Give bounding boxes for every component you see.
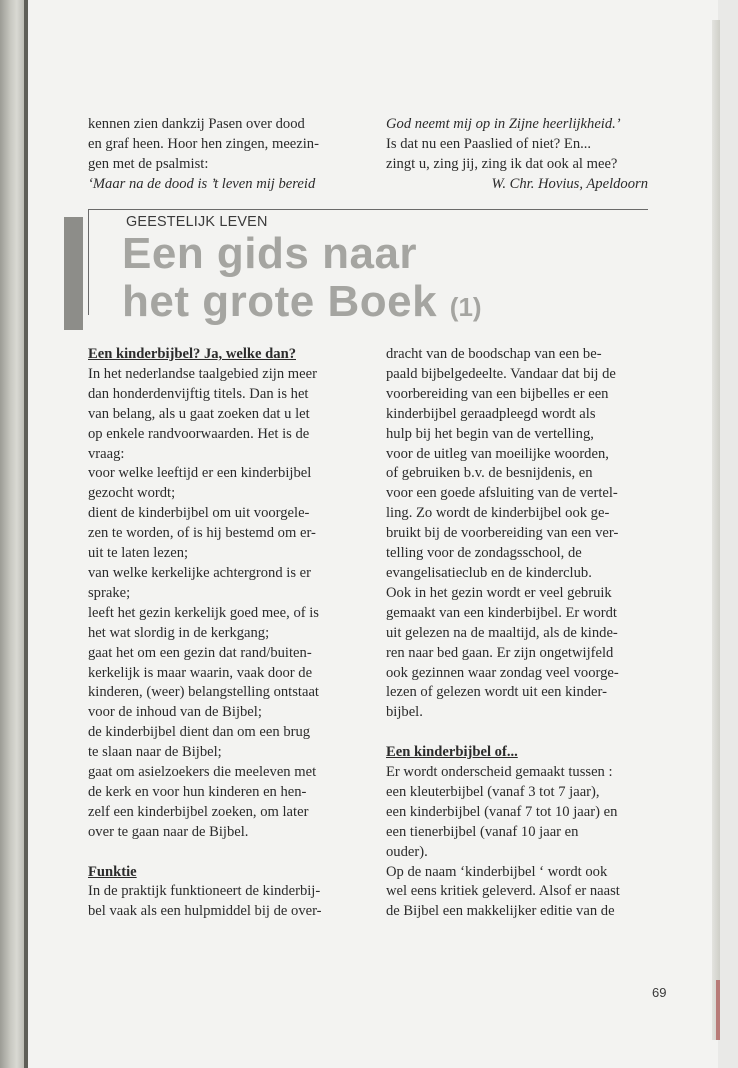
text-line: te slaan naar de Bijbel; (88, 744, 222, 761)
blank-line (88, 843, 322, 863)
text-line: paald bijbelgedeelte. Vandaar dat bij de (386, 365, 616, 382)
text-line: voorbereiding van een bijbelles er een (386, 385, 609, 402)
article-title (122, 230, 482, 331)
subheading: Een kinderbijbel? Ja, welke dan? (88, 346, 296, 362)
text-line: uit te laten lezen; (88, 545, 189, 562)
book-binding (0, 0, 24, 1068)
text-line: uit gelezen na de maaltijd, als de kinde- (386, 624, 618, 641)
text-line: kinderen, (weer) belangstelling ontstaat (88, 684, 319, 701)
section-label: GEESTELIJK LEVEN (126, 214, 268, 230)
text-line: voor welke leeftijd er een kinderbijbel (88, 465, 312, 482)
text-line: hulp bij het begin van de vertelling, (386, 425, 594, 442)
page-edge (712, 20, 720, 1040)
quote-line: God neemt mij op in Zijne heerlijkheid.’ (386, 116, 621, 132)
text-line: van welke kerkelijke achtergrond is er (88, 564, 312, 581)
text-line: of gebruiken b.v. de besnijdenis, en (386, 465, 593, 482)
text-line: kinderbijbel geraadpleegd wordt als (386, 405, 596, 422)
text-line: gemaakt van een kinderbijbel. Er wordt (386, 604, 617, 621)
text-line: sprake; (88, 584, 131, 601)
text-line: zen te worden, of is hij bestemd om er- (88, 525, 316, 542)
text-line: wel eens kritiek geleverd. Alsof er naast (386, 883, 620, 900)
text-line: Er wordt onderscheid gemaakt tussen : (386, 764, 613, 781)
text-line: dracht van de boodschap van een be- (386, 346, 602, 362)
text-line: dient de kinderbijbel om uit voorgele- (88, 505, 310, 522)
text-line: bruikt bij de voorbereiding van een ver- (386, 525, 619, 542)
text-line: evangelisatieclub en de kinderclub. (386, 564, 592, 581)
text-line: Ook in het gezin wordt er veel gebruik (386, 584, 612, 601)
text-line: de kinderbijbel dient dan om een brug (88, 724, 311, 741)
quote-line: ‘Maar na de dood is ’t leven mij bereid (88, 175, 316, 192)
text-line: gen met de psalmist: (88, 155, 209, 172)
text-line: dan honderdenvijftig titels. Dan is het (88, 385, 309, 402)
body-left-column (88, 345, 322, 922)
text-line: ouder). (386, 843, 428, 860)
blank-line (386, 723, 620, 743)
page-number: 69 (652, 985, 667, 1000)
text-line: op enkele randvoorwaarden. Het is de (88, 425, 310, 442)
text-line: Op de naam ‘kinderbijbel ‘ wordt ook (386, 863, 608, 880)
text-line: zelf een kinderbijbel zoeken, om later (88, 803, 309, 820)
subheading: Funktie (88, 863, 137, 880)
text-line: over te gaan naar de Bijbel. (88, 823, 249, 840)
text-line: van belang, als u gaat zoeken dat u let (88, 405, 310, 422)
text-line: en graf heen. Hoor hen zingen, meezin- (88, 135, 319, 152)
text-line: voor de inhoud van de Bijbel; (88, 704, 262, 721)
subheading: Een kinderbijbel of... (386, 744, 518, 761)
top-right-column (386, 115, 648, 195)
text-line: gaat het om een gezin dat rand/buiten- (88, 644, 312, 661)
header-bar (64, 217, 83, 330)
text-line: voor de uitleg van moeilijke woorden, (386, 445, 609, 462)
text-line: bijbel. (386, 704, 423, 721)
title-number: (1) (449, 292, 482, 322)
text-line: voor een goede afsluiting van de vertel- (386, 485, 618, 502)
title-line-2: het grote Boek (122, 277, 438, 326)
author-signature: W. Chr. Hovius, Apeldoorn (491, 175, 648, 192)
text-line: een kinderbijbel (vanaf 7 tot 10 jaar) en (386, 803, 618, 820)
text-line: een tienerbijbel (vanaf 10 jaar en (386, 823, 579, 840)
text-line: leeft het gezin kerkelijk goed mee, of is (88, 604, 319, 621)
text-line: een kleuterbijbel (vanaf 3 tot 7 jaar), (386, 783, 600, 800)
text-line: zingt u, zing jij, zing ik dat ook al mee? (386, 155, 618, 172)
page-edge-marker (716, 980, 720, 1040)
text-line: In de praktijk funktioneert de kinderbij- (88, 883, 321, 900)
text-line: de kerk en voor hun kinderen en hen- (88, 783, 307, 800)
text-line: In het nederlandse taalgebied zijn meer (88, 365, 317, 382)
text-line: vraag: (88, 445, 125, 462)
text-line: gezocht wordt; (88, 485, 176, 502)
text-line: het wat slordig in de kerkgang; (88, 624, 270, 641)
title-line-1: Een gids naar (122, 229, 418, 278)
text-line: lezen of gelezen wordt uit een kinder- (386, 684, 607, 701)
header-rule-vertical (88, 209, 89, 315)
text-line: de Bijbel een makkelijker editie van de (386, 903, 615, 920)
text-line: telling voor de zondagsschool, de (386, 545, 582, 562)
top-left-column (88, 115, 319, 195)
body-right-column (386, 345, 620, 922)
text-line: ook gezinnen waar zondag veel voorge- (386, 664, 619, 681)
text-line: kennen zien dankzij Pasen over dood (88, 116, 305, 132)
text-line: ren naar bed gaan. Er zijn ongetwijfeld (386, 644, 614, 661)
text-line: bel vaak als een hulpmiddel bij de over- (88, 903, 322, 920)
text-line: kerkelijk is maar waarin, vaak door de (88, 664, 313, 681)
text-line: ling. Zo wordt de kinderbijbel ook ge- (386, 505, 610, 522)
text-line: gaat om asielzoekers die meeleven met (88, 764, 317, 781)
text-line: Is dat nu een Paaslied of niet? En... (386, 135, 592, 152)
header-rule (88, 209, 648, 210)
